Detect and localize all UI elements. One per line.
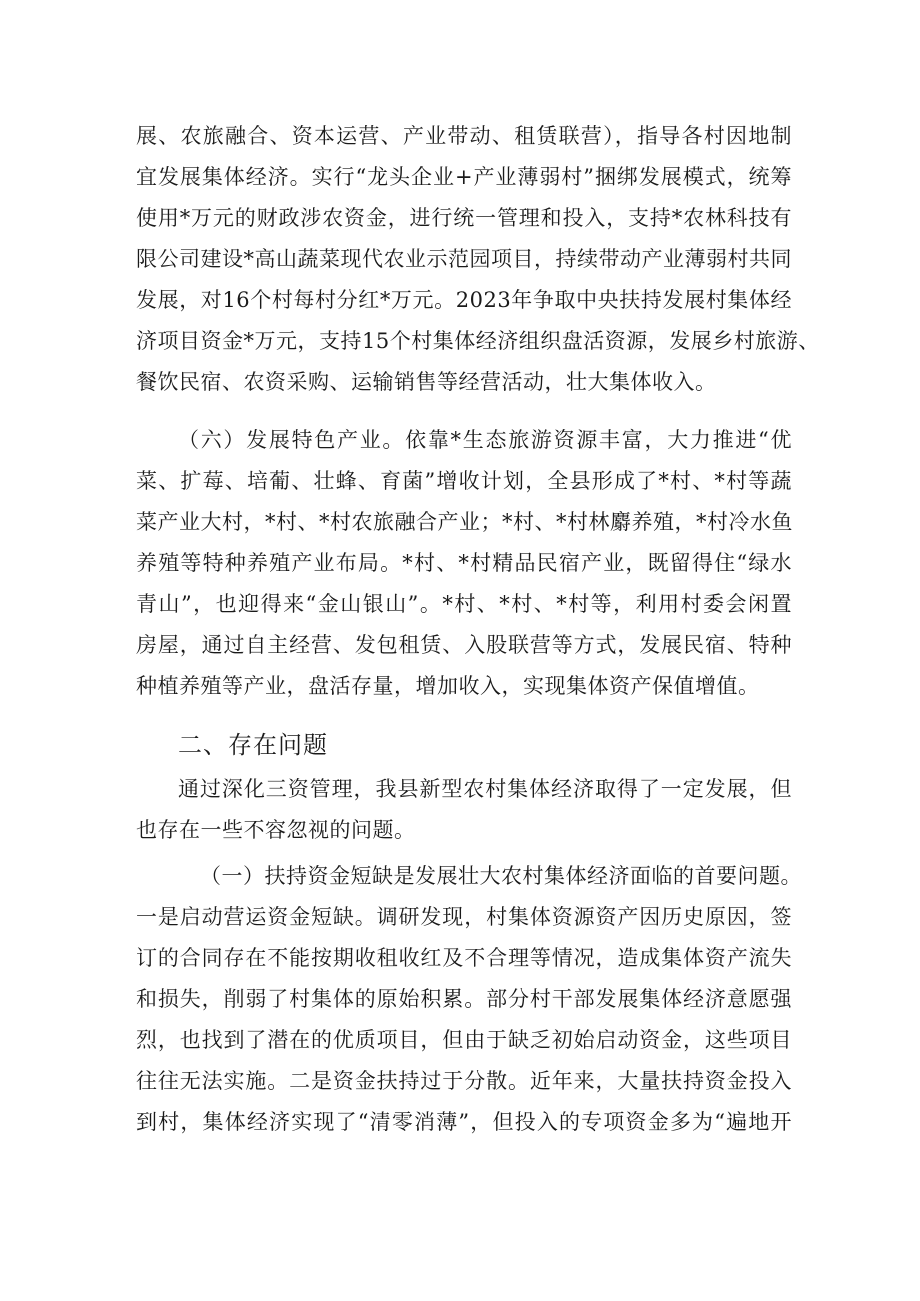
text-line: 到村，集体经济实现了“清零消薄”，但投入的专项资金多为“遍地开 [136, 1110, 792, 1134]
text-line: 一是启动营运资金短缺。调研发现，村集体资源资产因历史原因，签 [136, 905, 792, 929]
text-line: 宜发展集体经济。实行“龙头企业+产业薄弱村”捆绑发展模式，统筹 [136, 165, 792, 189]
text-line: 往往无法实施。二是资金扶持过于分散。近年来，大量扶持资金投入 [136, 1069, 792, 1093]
text-line: 济项目资金*万元，支持15个村集体经济组织盘活资源，发展乡村旅游、 [136, 329, 820, 353]
text-line: 限公司建设*高山蔬菜现代农业示范园项目，持续带动产业薄弱村共同 [136, 247, 792, 271]
text-line: 菜产业大村，*村、*村农旅融合产业；*村、*村林麝养殖，*村冷水鱼 [136, 510, 793, 534]
text-line: 使用*万元的财政涉农资金，进行统一管理和投入，支持*农林科技有 [136, 206, 792, 230]
text-line: 和损失，削弱了村集体的原始积累。部分村干部发展集体经济意愿强 [136, 987, 792, 1011]
section-heading: 二、存在问题 [178, 731, 328, 759]
text-line: 种植养殖等产业，盘活存量，增加收入，实现集体资产保值增值。 [136, 674, 760, 698]
text-line: 养殖等特种养殖产业布局。*村、*村精品民宿产业，既留得住“绿水 [136, 551, 792, 575]
text-line: （六）发展特色产业。依靠*生态旅游资源丰富，大力推进“优 [178, 428, 792, 452]
text-line: 菜、扩莓、培葡、壮蜂、育菌”增收计划，全县形成了*村、*村等蔬 [136, 469, 792, 493]
text-line: 发展，对16个村每村分红*万元。2023年争取中央扶持发展村集体经 [136, 288, 792, 312]
text-line: （一）扶持资金短缺是发展壮大农村集体经济面临的首要问题。 [200, 864, 802, 888]
text-line: 展、农旅融合、资本运营、产业带动、租赁联营），指导各村因地制 [136, 124, 792, 148]
text-line: 也存在一些不容忽视的问题。 [136, 818, 416, 842]
text-line: 烈，也找到了潜在的优质项目，但由于缺乏初始启动资金，这些项目 [136, 1028, 792, 1052]
text-line: 餐饮民宿、农资采购、运输销售等经营活动，壮大集体收入。 [136, 370, 717, 394]
text-line: 青山”，也迎得来“金山银山”。*村、*村、*村等，利用村委会闲置 [136, 592, 792, 616]
text-line: 房屋，通过自主经营、发包租赁、入股联营等方式，发展民宿、特种 [136, 633, 792, 657]
text-line: 订的合同存在不能按期收租收红及不合理等情况，造成集体资产流失 [136, 946, 792, 970]
text-line: 通过深化三资管理，我县新型农村集体经济取得了一定发展，但 [178, 777, 792, 801]
